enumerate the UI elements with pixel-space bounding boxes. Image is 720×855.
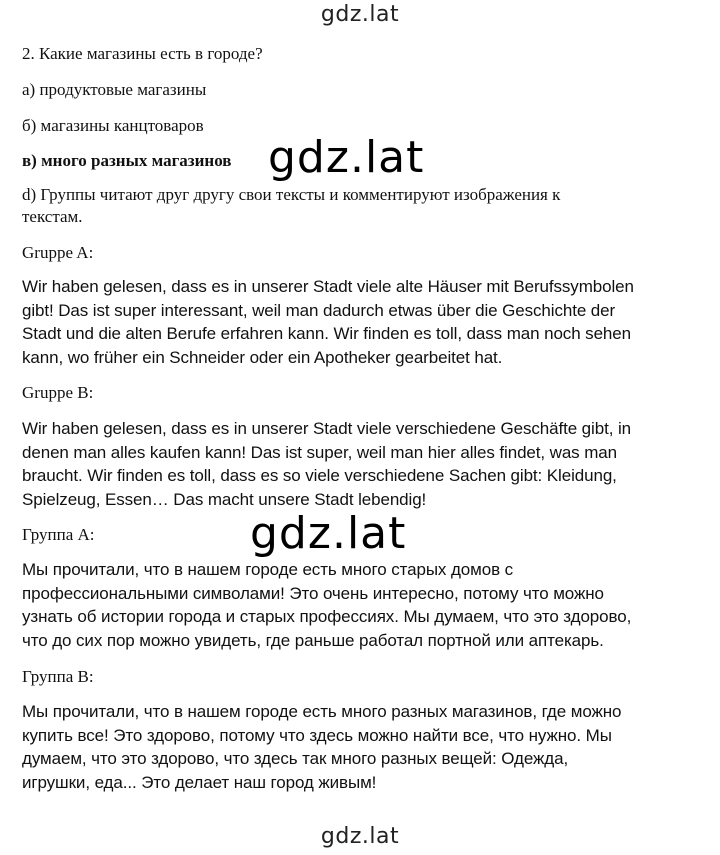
text-line: Мы прочитали, что в нашем городе есть много разных магазинов, где можно <box>22 702 622 721</box>
watermark-top: gdz.lat <box>320 2 400 27</box>
text-line: Мы прочитали, что в нашем городе есть много старых домов с <box>22 560 514 579</box>
text-line: denen man alles kaufen kann! Das ist super, weil man hier alles findet, was man <box>22 442 617 462</box>
watermark-bottom: gdz.lat <box>320 824 400 849</box>
group-b-de-heading: Gruppe B: <box>22 383 94 402</box>
text-line: узнать об истории города и старых профессиях. Мы думаем, что это здорово, <box>22 607 632 626</box>
group-b-ru-heading: Группа В: <box>22 667 94 686</box>
group-a-ru-heading: Группа А: <box>22 525 95 544</box>
task-instruction <box>22 184 712 228</box>
watermark-middle-2: gdz.lat <box>250 508 407 559</box>
text-line: Wir haben gelesen, dass es in unserer Stadt viele alte Häuser mit Berufssymbolen <box>22 277 634 296</box>
group-a-de-heading: Gruppe A: <box>22 243 94 262</box>
text-line: Spielzeug, Essen… Das macht unsere Stadt lebendig! <box>22 489 427 509</box>
option-a: а) продуктовые магазины <box>22 80 207 99</box>
text-line: игрушки, еда... Это делает наш город живым! <box>22 772 377 792</box>
text-line: что до сих пор можно увидеть, где раньше работал портной или аптекарь. <box>22 630 604 650</box>
text-line: gibt! Das ist super interessant, weil man dadurch etwas über die Geschichte der <box>22 300 616 320</box>
question-title: 2. Какие магазины есть в городе? <box>22 44 263 63</box>
text-line: Wir haben gelesen, dass es in unserer Stadt viele verschiedene Geschäfte gibt, in <box>22 419 631 438</box>
text-line: думаем, что это здорово, что здесь так много разных вещей: Одежда, <box>22 749 569 768</box>
text-line: braucht. Wir finden es toll, dass es so viele verschiedene Sachen gibt: Kleidung, <box>22 466 617 485</box>
option-b: б) магазины канцтоваров <box>22 116 204 135</box>
text-line: профессиональными символами! Это очень интересно, потому что можно <box>22 583 604 603</box>
text-line: Stadt und die alten Berufe erfahren kann. Wir finden es toll, dass man noch sehen <box>22 324 631 343</box>
group-b-ru-text <box>22 700 712 794</box>
group-b-de-text <box>22 417 712 511</box>
text-line: kann, wo früher ein Schneider oder ein Apotheker gearbeitet hat. <box>22 347 503 367</box>
watermark-middle-1: gdz.lat <box>268 132 425 183</box>
task-line: текстам. <box>22 207 83 226</box>
option-c: в) много разных магазинов <box>22 151 232 170</box>
group-a-ru-text <box>22 558 712 652</box>
text-line: купить все! Это здорово, потому что здесь можно найти все, что нужно. Мы <box>22 725 612 745</box>
task-line: d) Группы читают друг другу свои тексты и комментируют изображения к <box>22 185 561 204</box>
group-a-de-text <box>22 275 712 369</box>
